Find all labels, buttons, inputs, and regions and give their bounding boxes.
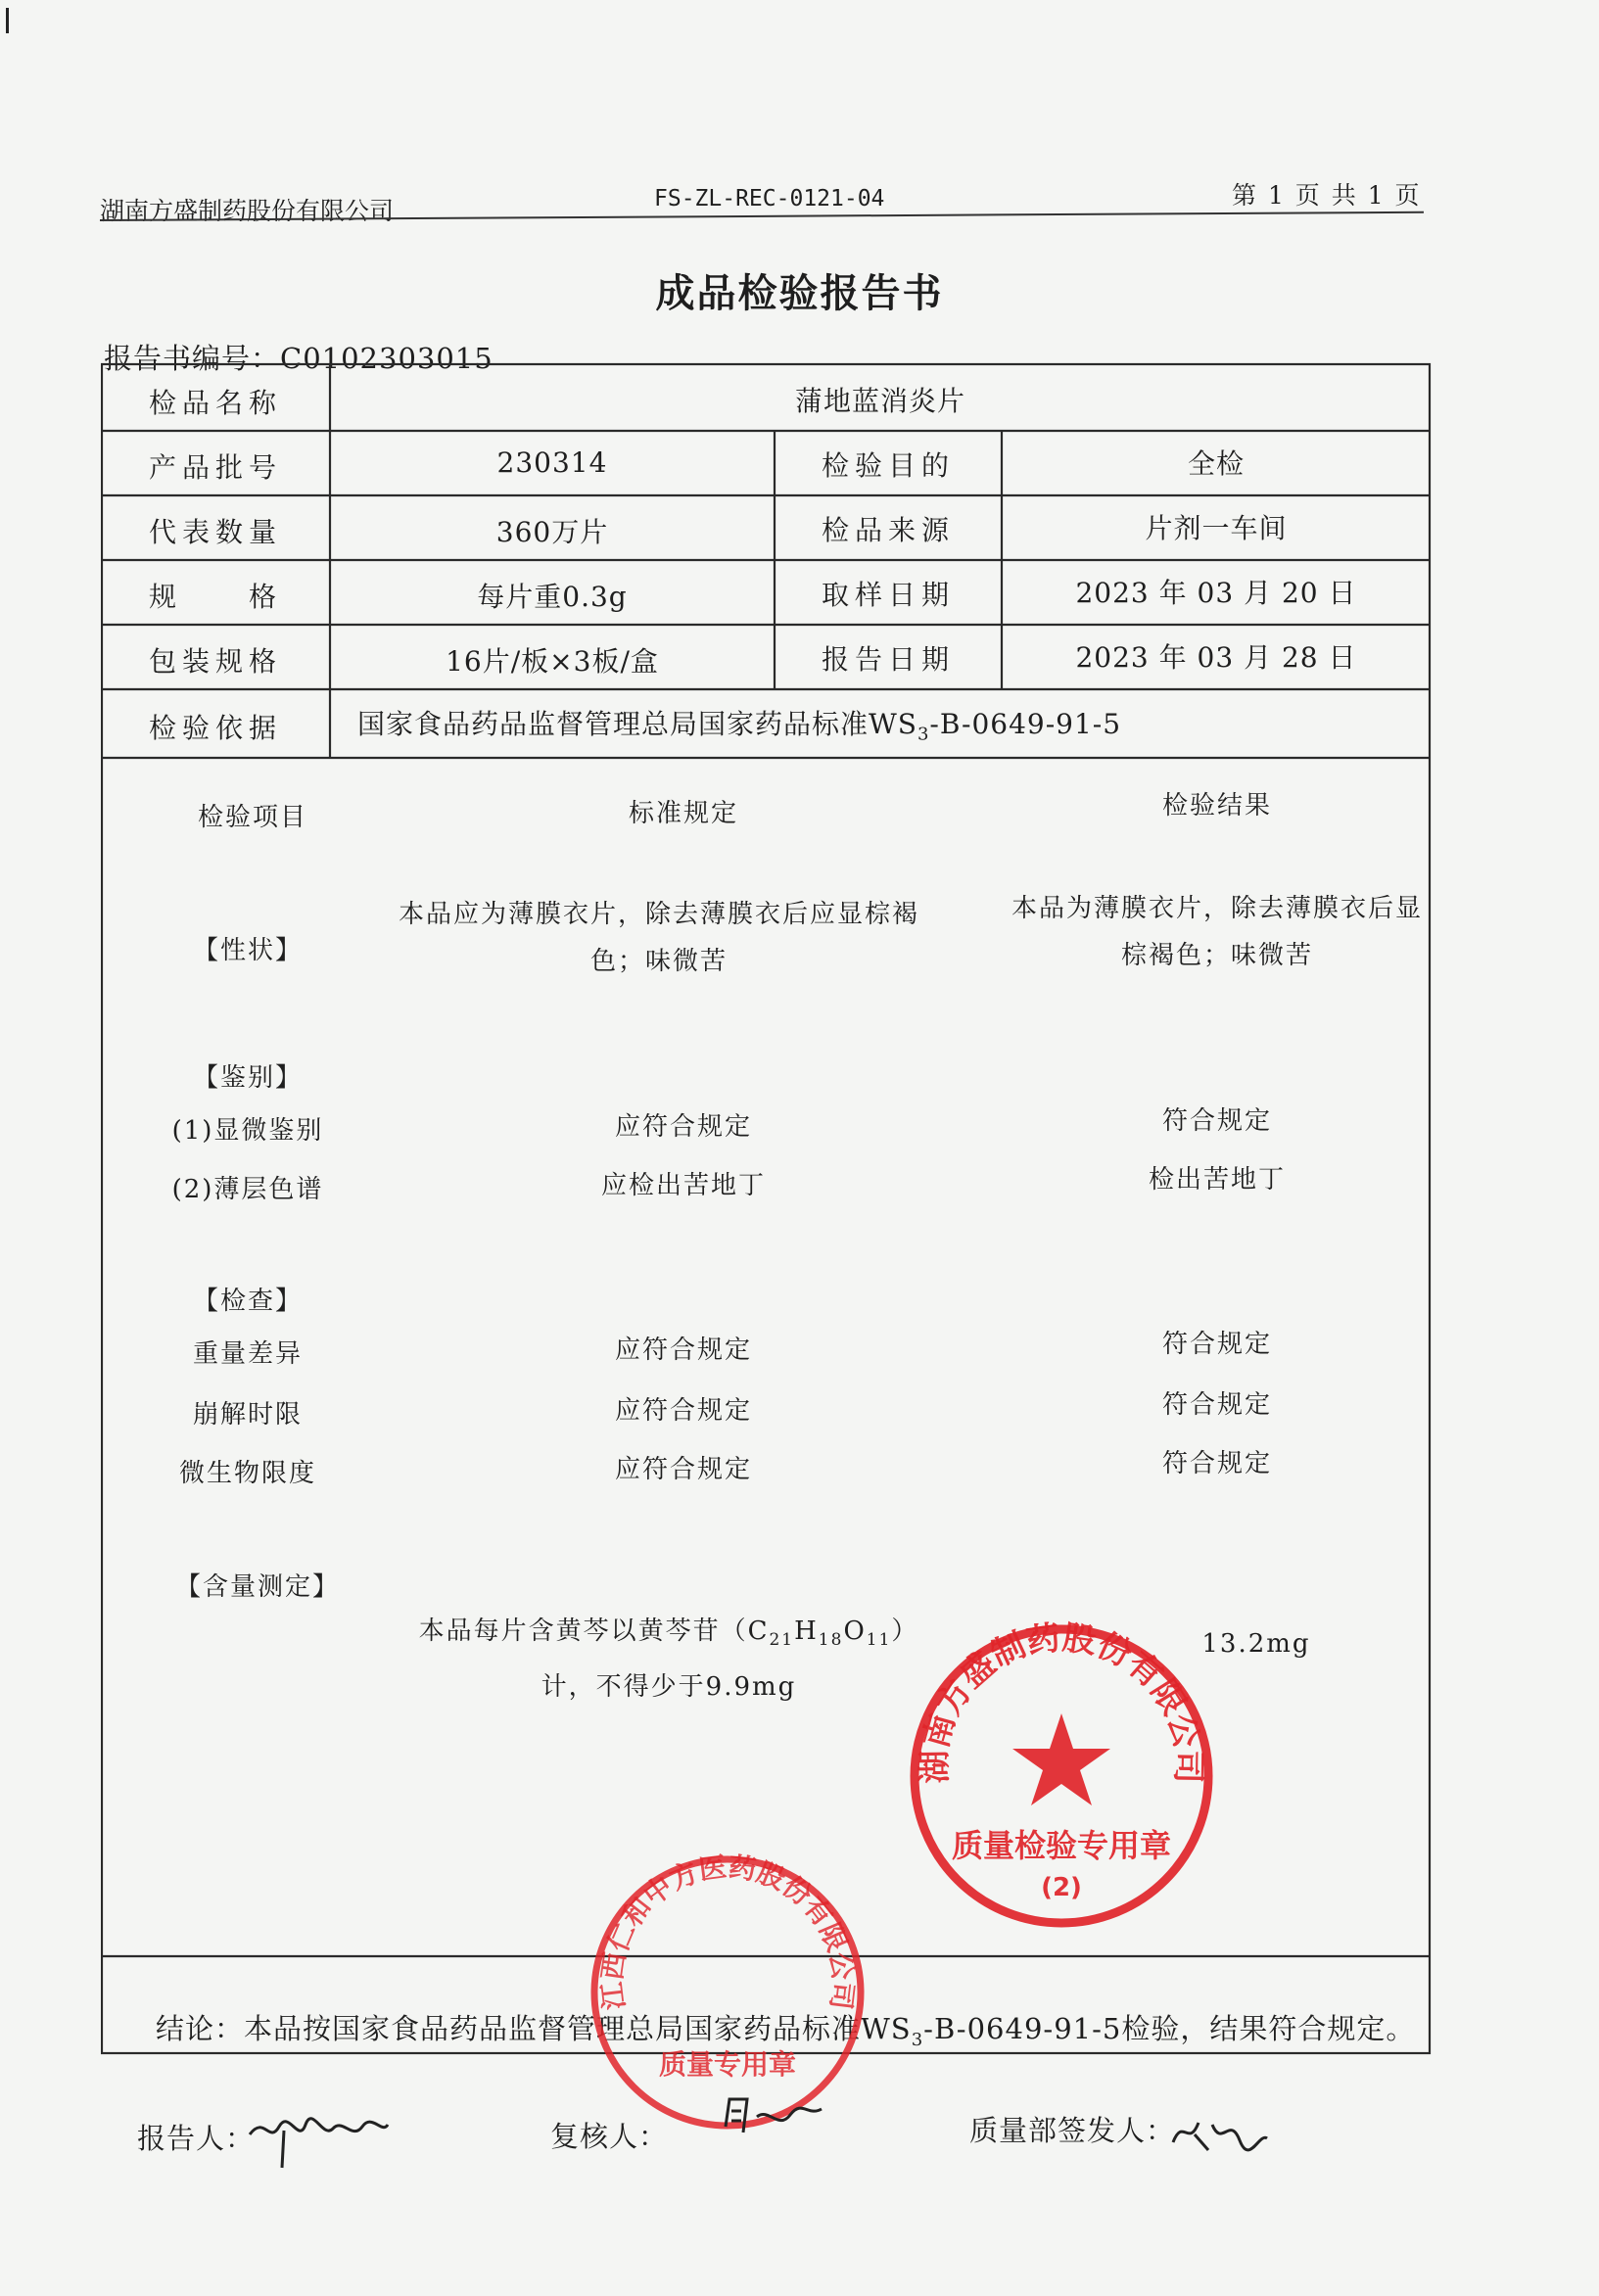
section-heading-inspection: 【检查】 [192, 1287, 303, 1316]
label-sampling-date: 取样日期 [821, 579, 955, 611]
inspection-item-3: 微生物限度 [178, 1459, 316, 1488]
reporter-signature [245, 2105, 392, 2174]
label-report-date: 报告日期 [821, 643, 955, 676]
value-packaging: 16片/板×3板/盒 [446, 645, 659, 678]
value-product-name: 蒲地蓝消炎片 [794, 385, 965, 417]
identification-result-1: 符合规定 [1161, 1106, 1272, 1136]
value-purpose: 全检 [1187, 447, 1245, 480]
value-test-basis: 国家食品药品监督管理总局国家药品标准$WS_3-B-0649-91-5$ [357, 708, 1122, 745]
page-title: 成品检验报告书 [655, 271, 944, 316]
label-test-basis: 检验依据 [148, 712, 282, 744]
label-sample-source: 检品来源 [821, 514, 955, 546]
column-header-result: 检验结果 [1161, 791, 1272, 820]
label-packaging: 包装规格 [148, 645, 282, 678]
report-form [101, 362, 1433, 2056]
section-heading-appearance: 【性状】 [192, 936, 303, 965]
inspection-result-2: 符合规定 [1161, 1390, 1272, 1420]
assay-standard-line2: 计，不得少于9.9mg [541, 1672, 797, 1703]
inspection-standard-2: 应符合规定 [614, 1396, 752, 1426]
svg-text:江西仁和中方医药股份有限公司: 江西仁和中方医药股份有限公司 [595, 1851, 860, 2012]
identification-standard-1: 应符合规定 [614, 1112, 752, 1142]
inspection-standard-1: 应符合规定 [614, 1335, 752, 1365]
inspection-result-3: 符合规定 [1161, 1449, 1272, 1478]
form-grid [101, 362, 1433, 2056]
value-sampling-date: 2023 年 03 月 20 日 [1075, 577, 1357, 609]
identification-standard-2: 应检出苦地丁 [600, 1171, 766, 1200]
section-heading-assay: 【含量测定】 [174, 1572, 340, 1602]
assay-standard-line1: 本品每片含黄芩以黄芩苷$(C_{21}H_{18}O_{11})$ [418, 1617, 919, 1651]
svg-text:质量专用章: 质量专用章 [658, 2048, 797, 2081]
value-batch-number: 230314 [496, 446, 608, 479]
svg-text:质量检验专用章: 质量检验专用章 [951, 1827, 1172, 1864]
issuer-signature [1165, 2105, 1273, 2164]
page-indicator: 第 1 页 共 1 页 [1232, 181, 1422, 210]
assay-standard [395, 1608, 943, 1710]
inspection-item-1: 重量差异 [192, 1339, 303, 1369]
section-heading-identification: 【鉴别】 [192, 1063, 303, 1093]
identification-item-1: (1)显微鉴别 [171, 1116, 324, 1146]
svg-text:(2): (2) [1041, 1873, 1082, 1902]
column-header-item: 检验项目 [197, 803, 307, 832]
label-specification: 规 格 [148, 581, 282, 613]
label-batch-number: 产品批号 [148, 451, 282, 484]
label-purpose: 检验目的 [821, 449, 955, 482]
identification-result-2: 检出苦地丁 [1148, 1165, 1286, 1195]
scan-mark [6, 8, 9, 33]
identification-item-2: (2)薄层色谱 [171, 1175, 324, 1204]
reporter-label: 报告人： [137, 2122, 256, 2155]
inspection-standard-3: 应符合规定 [614, 1455, 752, 1484]
value-sample-source: 片剂一车间 [1145, 512, 1288, 544]
value-specification: 每片重0.3g [477, 581, 628, 613]
assay-result: 13.2mg [1201, 1629, 1311, 1659]
document-code: FS-ZL-REC-0121-04 [654, 186, 885, 211]
quality-inspection-seal [905, 1619, 1218, 1933]
report-number: 报告书编号：C0102303015 [104, 342, 494, 375]
column-header-standard: 标准规定 [628, 799, 738, 828]
conclusion-text: 结论：本品按国家食品药品监督管理总局国家药品标准$WS_3-B-0649-91-5$检验，结果符合规定。 [156, 2012, 1416, 2050]
reviewer-label: 复核人： [550, 2120, 669, 2153]
value-quantity: 360万片 [495, 516, 609, 548]
label-quantity: 代表数量 [148, 516, 282, 548]
label-product-name: 检品名称 [148, 387, 282, 419]
value-report-date: 2023 年 03 月 28 日 [1075, 641, 1357, 674]
issuer-label: 质量部签发人： [969, 2114, 1176, 2147]
appearance-result: 本品为薄膜衣片，除去薄膜衣后显 棕褐色；味微苦 [1011, 894, 1423, 970]
inspection-item-2: 崩解时限 [192, 1400, 303, 1429]
company-name: 湖南方盛制药股份有限公司 [100, 197, 395, 225]
reviewer-signature [720, 2087, 827, 2156]
inspection-result-1: 符合规定 [1161, 1330, 1272, 1359]
appearance-standard: 本品应为薄膜衣片，除去薄膜衣后应显棕褐 色；味微苦 [398, 900, 919, 976]
svg-text:湖南方盛制药股份有限公司: 湖南方盛制药股份有限公司 [915, 1619, 1208, 1784]
